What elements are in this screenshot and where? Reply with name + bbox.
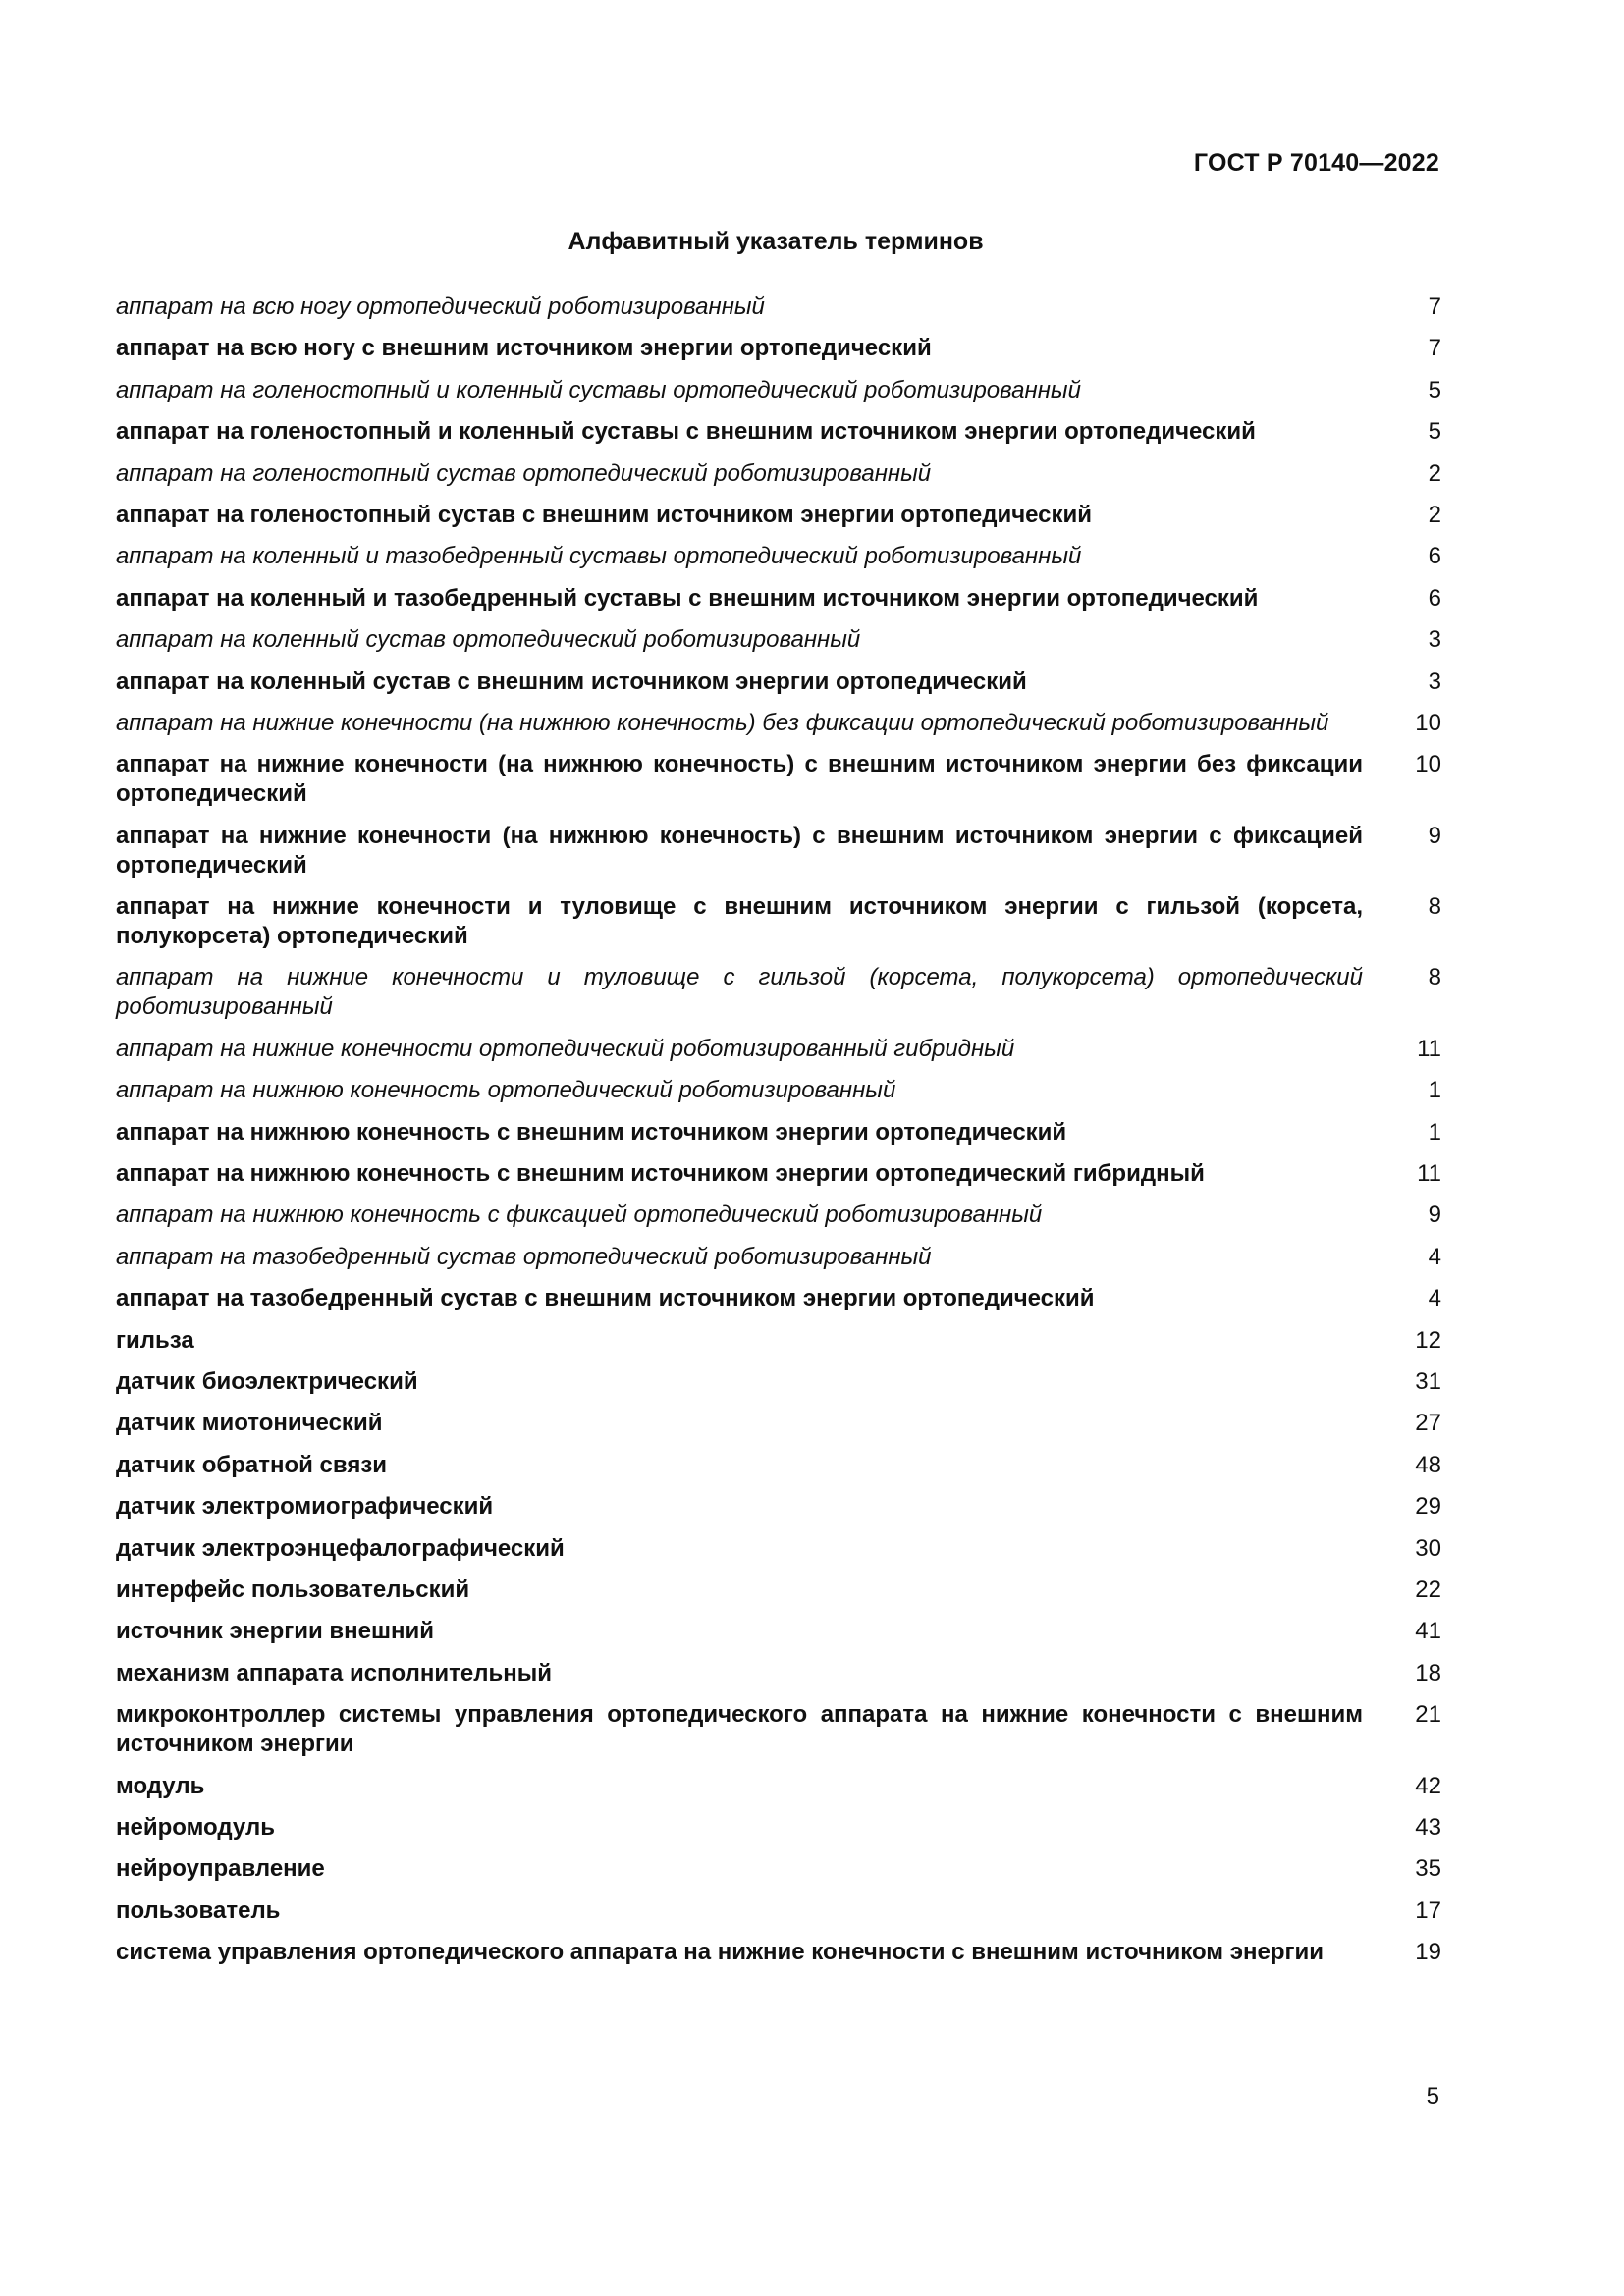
index-entry (116, 1700, 1441, 1759)
index-term: система управления ортопедического аппарата на нижние конечности с внешним источником энергии (116, 1939, 1324, 1966)
index-term: аппарат на нижнюю конечность ортопедический роботизированный (116, 1077, 896, 1104)
index-page-ref: 30 (1415, 1534, 1441, 1562)
index-entry (116, 293, 1441, 322)
index-term: аппарат на нижние конечности (на нижнюю конечность) без фиксации ортопедический роботизированный (116, 709, 1329, 736)
index-page-ref: 17 (1415, 1896, 1441, 1924)
index-term: аппарат на голеностопный сустав ортопедический роботизированный (116, 459, 932, 487)
index-term: гильза (116, 1326, 194, 1354)
index-term: аппарат на нижние конечности и туловище с гильзой (корсета, полукорсета) ортопедический роботизированный (116, 964, 1363, 1021)
index-entry (116, 1896, 1441, 1926)
index-term: нейроуправление (116, 1855, 325, 1883)
index-entry (116, 1492, 1441, 1522)
index-page-ref: 11 (1417, 1035, 1441, 1062)
index-term: аппарат на нижние конечности (на нижнюю конечность) с внешним источником энергии с фиксацией ортопедический (116, 822, 1363, 879)
index-term: аппарат на нижние конечности (на нижнюю конечность) с внешним источником энергии без фиксации ортопедический (116, 751, 1363, 808)
index-entry (116, 1284, 1441, 1313)
index-page-ref: 21 (1415, 1701, 1441, 1729)
index-entry (116, 892, 1441, 951)
index-entry (116, 417, 1441, 447)
index-term: аппарат на всю ногу ортопедический роботизированный (116, 294, 765, 320)
index-entry (116, 1159, 1441, 1189)
index-page-ref: 42 (1415, 1772, 1441, 1799)
index-page-ref: 19 (1415, 1939, 1441, 1966)
index-term: аппарат на голеностопный и коленный суставы с внешним источником энергии ортопедический (116, 418, 1256, 446)
index-entry (116, 1326, 1441, 1356)
index-page-ref: 43 (1415, 1813, 1441, 1841)
index-entry (116, 625, 1441, 655)
index-page-ref: 6 (1428, 584, 1441, 612)
index-page-ref: 6 (1428, 543, 1441, 570)
index-term: аппарат на голеностопный и коленный суставы ортопедический роботизированный (116, 376, 1081, 403)
index-term: микроконтроллер системы управления ортопедического аппарата на нижние конечности с внешним источником энергии (116, 1701, 1363, 1758)
index-page-ref: 9 (1428, 1201, 1441, 1229)
index-page-ref: 9 (1428, 822, 1441, 849)
index-page-ref: 10 (1415, 751, 1441, 778)
index-term: аппарат на коленный и тазобедренный суставы ортопедический роботизированный (116, 543, 1082, 570)
index-term: источник энергии внешний (116, 1618, 434, 1645)
index-entry (116, 1813, 1441, 1842)
index-page-ref: 3 (1428, 667, 1441, 695)
index-term: интерфейс пользовательский (116, 1575, 470, 1603)
term-index-list (116, 293, 1441, 1979)
index-entry (116, 1938, 1441, 1967)
page-number: 5 (1426, 2083, 1439, 2109)
index-entry (116, 1201, 1441, 1230)
index-page-ref: 18 (1415, 1659, 1441, 1686)
index-term: аппарат на нижнюю конечность с внешним источником энергии ортопедический гибридный (116, 1160, 1205, 1188)
index-page-ref: 4 (1428, 1243, 1441, 1270)
index-entry (116, 667, 1441, 697)
index-page-ref: 5 (1428, 418, 1441, 446)
index-term: аппарат на коленный сустав ортопедический роботизированный (116, 626, 861, 654)
index-entry (116, 1534, 1441, 1564)
index-page-ref: 5 (1428, 376, 1441, 403)
index-term: аппарат на нижние конечности ортопедический роботизированный гибридный (116, 1035, 1015, 1062)
index-entry (116, 750, 1441, 809)
index-entry (116, 1659, 1441, 1688)
index-page-ref: 48 (1415, 1451, 1441, 1478)
index-page-ref: 7 (1428, 335, 1441, 362)
index-entry (116, 963, 1441, 1022)
index-entry (116, 1772, 1441, 1801)
index-term: аппарат на голеностопный сустав с внешним источником энергии ортопедический (116, 501, 1093, 528)
index-term: аппарат на нижние конечности и туловище с внешним источником энергии с гильзой (корсета, полукорсета) ортопедический (116, 893, 1363, 950)
index-entry (116, 1854, 1441, 1884)
index-page-ref: 31 (1415, 1367, 1441, 1395)
index-entry (116, 1118, 1441, 1148)
index-entry (116, 542, 1441, 571)
index-entry (116, 334, 1441, 363)
index-page-ref: 10 (1415, 709, 1441, 736)
index-page-ref: 27 (1415, 1410, 1441, 1437)
index-entry (116, 1243, 1441, 1272)
index-term: датчик обратной связи (116, 1451, 387, 1478)
index-term: пользователь (116, 1896, 281, 1924)
index-page-ref: 2 (1428, 501, 1441, 528)
index-page-ref: 22 (1415, 1575, 1441, 1603)
index-term: аппарат на тазобедренный сустав с внешним источником энергии ортопедический (116, 1285, 1095, 1312)
index-page-ref: 8 (1428, 893, 1441, 921)
index-entry (116, 1575, 1441, 1605)
index-page-ref: 35 (1415, 1855, 1441, 1883)
page-title: Алфавитный указатель терминов (568, 228, 984, 255)
index-term: датчик электроэнцефалографический (116, 1534, 565, 1562)
index-page-ref: 41 (1415, 1618, 1441, 1645)
index-term: аппарат на нижнюю конечность с фиксацией ортопедический роботизированный (116, 1201, 1043, 1229)
index-term: аппарат на нижнюю конечность с внешним источником энергии ортопедический (116, 1118, 1067, 1146)
index-entry (116, 1451, 1441, 1480)
index-page-ref: 1 (1428, 1118, 1441, 1146)
index-entry (116, 501, 1441, 530)
index-page-ref: 4 (1428, 1285, 1441, 1312)
index-page-ref: 2 (1428, 459, 1441, 487)
index-term: датчик биоэлектрический (116, 1367, 418, 1395)
index-entry (116, 459, 1441, 489)
index-page-ref: 1 (1428, 1077, 1441, 1104)
index-entry (116, 584, 1441, 614)
index-term: аппарат на всю ногу с внешним источником энергии ортопедический (116, 335, 932, 362)
index-entry (116, 1409, 1441, 1438)
index-entry (116, 1035, 1441, 1064)
index-term: датчик миотонический (116, 1410, 383, 1437)
index-entry (116, 1076, 1441, 1105)
index-term: нейромодуль (116, 1813, 275, 1841)
index-page-ref: 12 (1415, 1326, 1441, 1354)
index-entry (116, 1367, 1441, 1397)
document-code: ГОСТ Р 70140—2022 (1193, 149, 1439, 177)
index-term: модуль (116, 1772, 205, 1799)
index-page-ref: 7 (1428, 294, 1441, 320)
index-page-ref: 8 (1428, 964, 1441, 991)
index-entry (116, 709, 1441, 738)
index-page-ref: 11 (1417, 1160, 1441, 1188)
index-entry (116, 376, 1441, 405)
index-entry (116, 822, 1441, 881)
index-term: датчик электромиографический (116, 1493, 494, 1521)
index-page-ref: 29 (1415, 1493, 1441, 1521)
index-page-ref: 3 (1428, 626, 1441, 654)
index-term: аппарат на коленный сустав с внешним источником энергии ортопедический (116, 667, 1027, 695)
index-term: механизм аппарата исполнительный (116, 1659, 552, 1686)
index-term: аппарат на тазобедренный сустав ортопедический роботизированный (116, 1243, 932, 1270)
index-entry (116, 1617, 1441, 1646)
index-term: аппарат на коленный и тазобедренный суставы с внешним источником энергии ортопедический (116, 584, 1259, 612)
